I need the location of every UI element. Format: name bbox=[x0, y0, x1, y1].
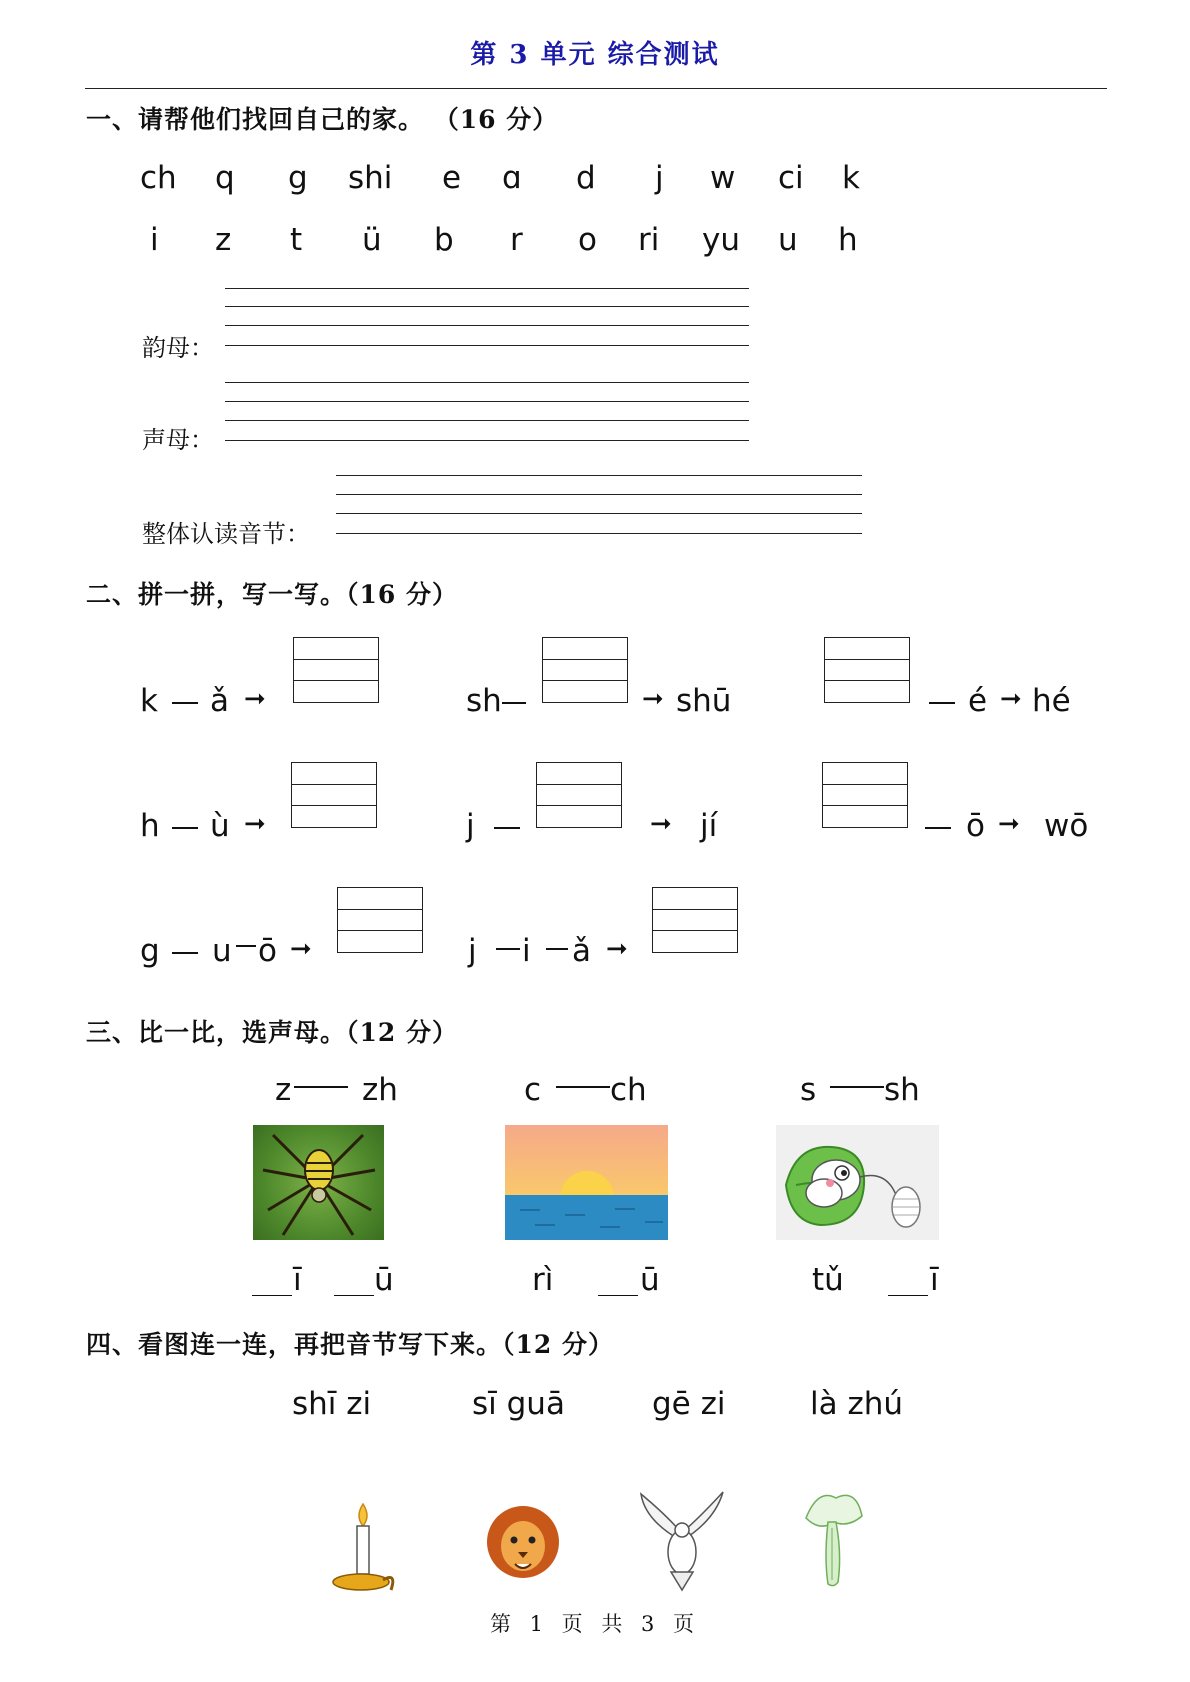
writing-grid[interactable] bbox=[822, 762, 908, 828]
writing-grid[interactable] bbox=[652, 887, 738, 953]
arrow-icon: ➞ bbox=[290, 934, 312, 964]
pinyin-item: ī bbox=[930, 1262, 939, 1298]
pinyin-item: u bbox=[212, 933, 232, 969]
answer-blank[interactable] bbox=[334, 1295, 374, 1296]
pinyin-item: k bbox=[842, 160, 860, 196]
writing-line[interactable] bbox=[225, 325, 749, 326]
writing-grid[interactable] bbox=[542, 637, 628, 703]
pinyin-item: ō bbox=[966, 808, 985, 844]
page-footer: 第 1 页 共 3 页 bbox=[489, 1612, 701, 1636]
dash bbox=[172, 702, 198, 704]
pinyin-item: tǔ bbox=[812, 1262, 844, 1298]
dash bbox=[294, 1086, 348, 1088]
dash bbox=[172, 827, 198, 829]
writing-grid[interactable] bbox=[293, 637, 379, 703]
arrow-icon: ➞ bbox=[642, 684, 664, 714]
pinyin-item: ch bbox=[140, 160, 177, 196]
pinyin-item: t bbox=[290, 222, 303, 258]
writing-line[interactable] bbox=[225, 306, 749, 307]
writing-line[interactable] bbox=[225, 420, 749, 421]
pinyin-item: ci bbox=[778, 160, 804, 196]
yunmu-label: 韵母： bbox=[142, 334, 214, 362]
arrow-icon: ➞ bbox=[998, 809, 1020, 839]
section-2-heading: 二、拼一拼，写一写。（16 分） bbox=[86, 580, 458, 609]
candle-image[interactable] bbox=[325, 1500, 400, 1595]
arrow-icon: ➞ bbox=[606, 934, 628, 964]
pinyin-item: zh bbox=[362, 1072, 398, 1108]
writing-line[interactable] bbox=[336, 475, 862, 476]
sunset-image bbox=[505, 1125, 668, 1240]
pinyin-item: ī bbox=[293, 1262, 302, 1298]
pinyin-item: é bbox=[968, 683, 988, 719]
pinyin-item: h bbox=[838, 222, 858, 258]
writing-line[interactable] bbox=[225, 382, 749, 383]
pinyin-item: z bbox=[275, 1072, 292, 1108]
writing-line[interactable] bbox=[336, 533, 862, 534]
pinyin-item: j bbox=[466, 808, 475, 844]
pinyin-item: shi bbox=[348, 160, 393, 196]
title-divider bbox=[85, 88, 1107, 89]
pinyin-item: ri bbox=[638, 222, 660, 258]
pinyin-item: c bbox=[524, 1072, 542, 1108]
pinyin-item: z bbox=[215, 222, 232, 258]
dash bbox=[556, 1086, 610, 1088]
dash bbox=[494, 827, 520, 829]
pinyin-item: o bbox=[578, 222, 597, 258]
arrow-icon: ➞ bbox=[650, 809, 672, 839]
writing-grid[interactable] bbox=[824, 637, 910, 703]
pinyin-item: ū bbox=[374, 1262, 394, 1298]
pinyin-item: w bbox=[710, 160, 736, 196]
shengmu-label: 声母： bbox=[142, 426, 214, 454]
page-title: 第 3 单元 综合测试 bbox=[470, 40, 720, 70]
dash bbox=[496, 948, 520, 950]
pinyin-item: e bbox=[442, 160, 462, 196]
pinyin-item: sh bbox=[466, 683, 502, 719]
section-3-heading: 三、比一比，选声母。（12 分） bbox=[86, 1018, 458, 1047]
writing-grid[interactable] bbox=[337, 887, 423, 953]
pinyin-item: g bbox=[140, 933, 160, 969]
pinyin-word: là zhú bbox=[810, 1386, 904, 1422]
pinyin-item: ɑ bbox=[502, 160, 522, 196]
pinyin-item: ǎ bbox=[572, 933, 591, 969]
pinyin-word: gē zi bbox=[652, 1386, 726, 1422]
pinyin-item: k bbox=[140, 683, 158, 719]
pinyin-item: ù bbox=[210, 808, 230, 844]
pinyin-item: d bbox=[576, 160, 596, 196]
pinyin-item: s bbox=[800, 1072, 817, 1108]
writing-grid[interactable] bbox=[536, 762, 622, 828]
pinyin-item: q bbox=[215, 160, 235, 196]
arrow-icon: ➞ bbox=[244, 684, 266, 714]
pinyin-word: sī guā bbox=[472, 1386, 565, 1422]
writing-line[interactable] bbox=[225, 345, 749, 346]
zhengti-label: 整体认读音节： bbox=[142, 520, 310, 548]
pinyin-item: jí bbox=[700, 808, 718, 844]
pinyin-item: ü bbox=[362, 222, 382, 258]
pinyin-item: yu bbox=[702, 222, 740, 258]
pinyin-item: ū bbox=[640, 1262, 660, 1298]
answer-blank[interactable] bbox=[252, 1295, 292, 1296]
pinyin-item: h bbox=[140, 808, 160, 844]
answer-blank[interactable] bbox=[598, 1295, 638, 1296]
dash bbox=[546, 948, 568, 950]
pinyin-item: ǎ bbox=[210, 683, 229, 719]
writing-line[interactable] bbox=[225, 401, 749, 402]
pinyin-item: g bbox=[288, 160, 308, 196]
spider-image bbox=[253, 1125, 384, 1240]
pinyin-item: rì bbox=[532, 1262, 554, 1298]
pinyin-item: hé bbox=[1032, 683, 1071, 719]
writing-line[interactable] bbox=[225, 440, 749, 441]
dash bbox=[502, 702, 526, 704]
pinyin-item: r bbox=[510, 222, 523, 258]
pinyin-item: sh bbox=[884, 1072, 920, 1108]
writing-grid[interactable] bbox=[291, 762, 377, 828]
arrow-icon: ➞ bbox=[244, 809, 266, 839]
writing-line[interactable] bbox=[336, 494, 862, 495]
arrow-icon: ➞ bbox=[1000, 684, 1022, 714]
section-4-heading: 四、看图连一连，再把音节写下来。（12 分） bbox=[86, 1330, 614, 1359]
answer-blank[interactable] bbox=[888, 1295, 928, 1296]
pinyin-item: i bbox=[522, 933, 531, 969]
lion-image[interactable] bbox=[483, 1500, 563, 1585]
pinyin-word: shī zi bbox=[292, 1386, 372, 1422]
pinyin-item: j bbox=[655, 160, 664, 196]
pinyin-item: j bbox=[468, 933, 477, 969]
writing-line[interactable] bbox=[225, 288, 749, 289]
dove-image[interactable] bbox=[635, 1490, 727, 1592]
pinyin-item: u bbox=[778, 222, 798, 258]
pinyin-item: b bbox=[434, 222, 454, 258]
section-1-heading: 一、请帮他们找回自己的家。 （16 分） bbox=[86, 105, 559, 134]
dash bbox=[830, 1086, 884, 1088]
writing-line[interactable] bbox=[336, 513, 862, 514]
loofah-image[interactable] bbox=[798, 1488, 868, 1588]
pinyin-item: i bbox=[150, 222, 159, 258]
pinyin-item: ch bbox=[610, 1072, 647, 1108]
dash bbox=[172, 952, 198, 954]
dash bbox=[925, 827, 951, 829]
silkworm-image bbox=[776, 1125, 939, 1240]
dash bbox=[236, 945, 256, 947]
pinyin-item: wō bbox=[1044, 808, 1089, 844]
pinyin-item: shū bbox=[676, 683, 732, 719]
pinyin-item: ō bbox=[258, 933, 277, 969]
dash bbox=[929, 702, 955, 704]
